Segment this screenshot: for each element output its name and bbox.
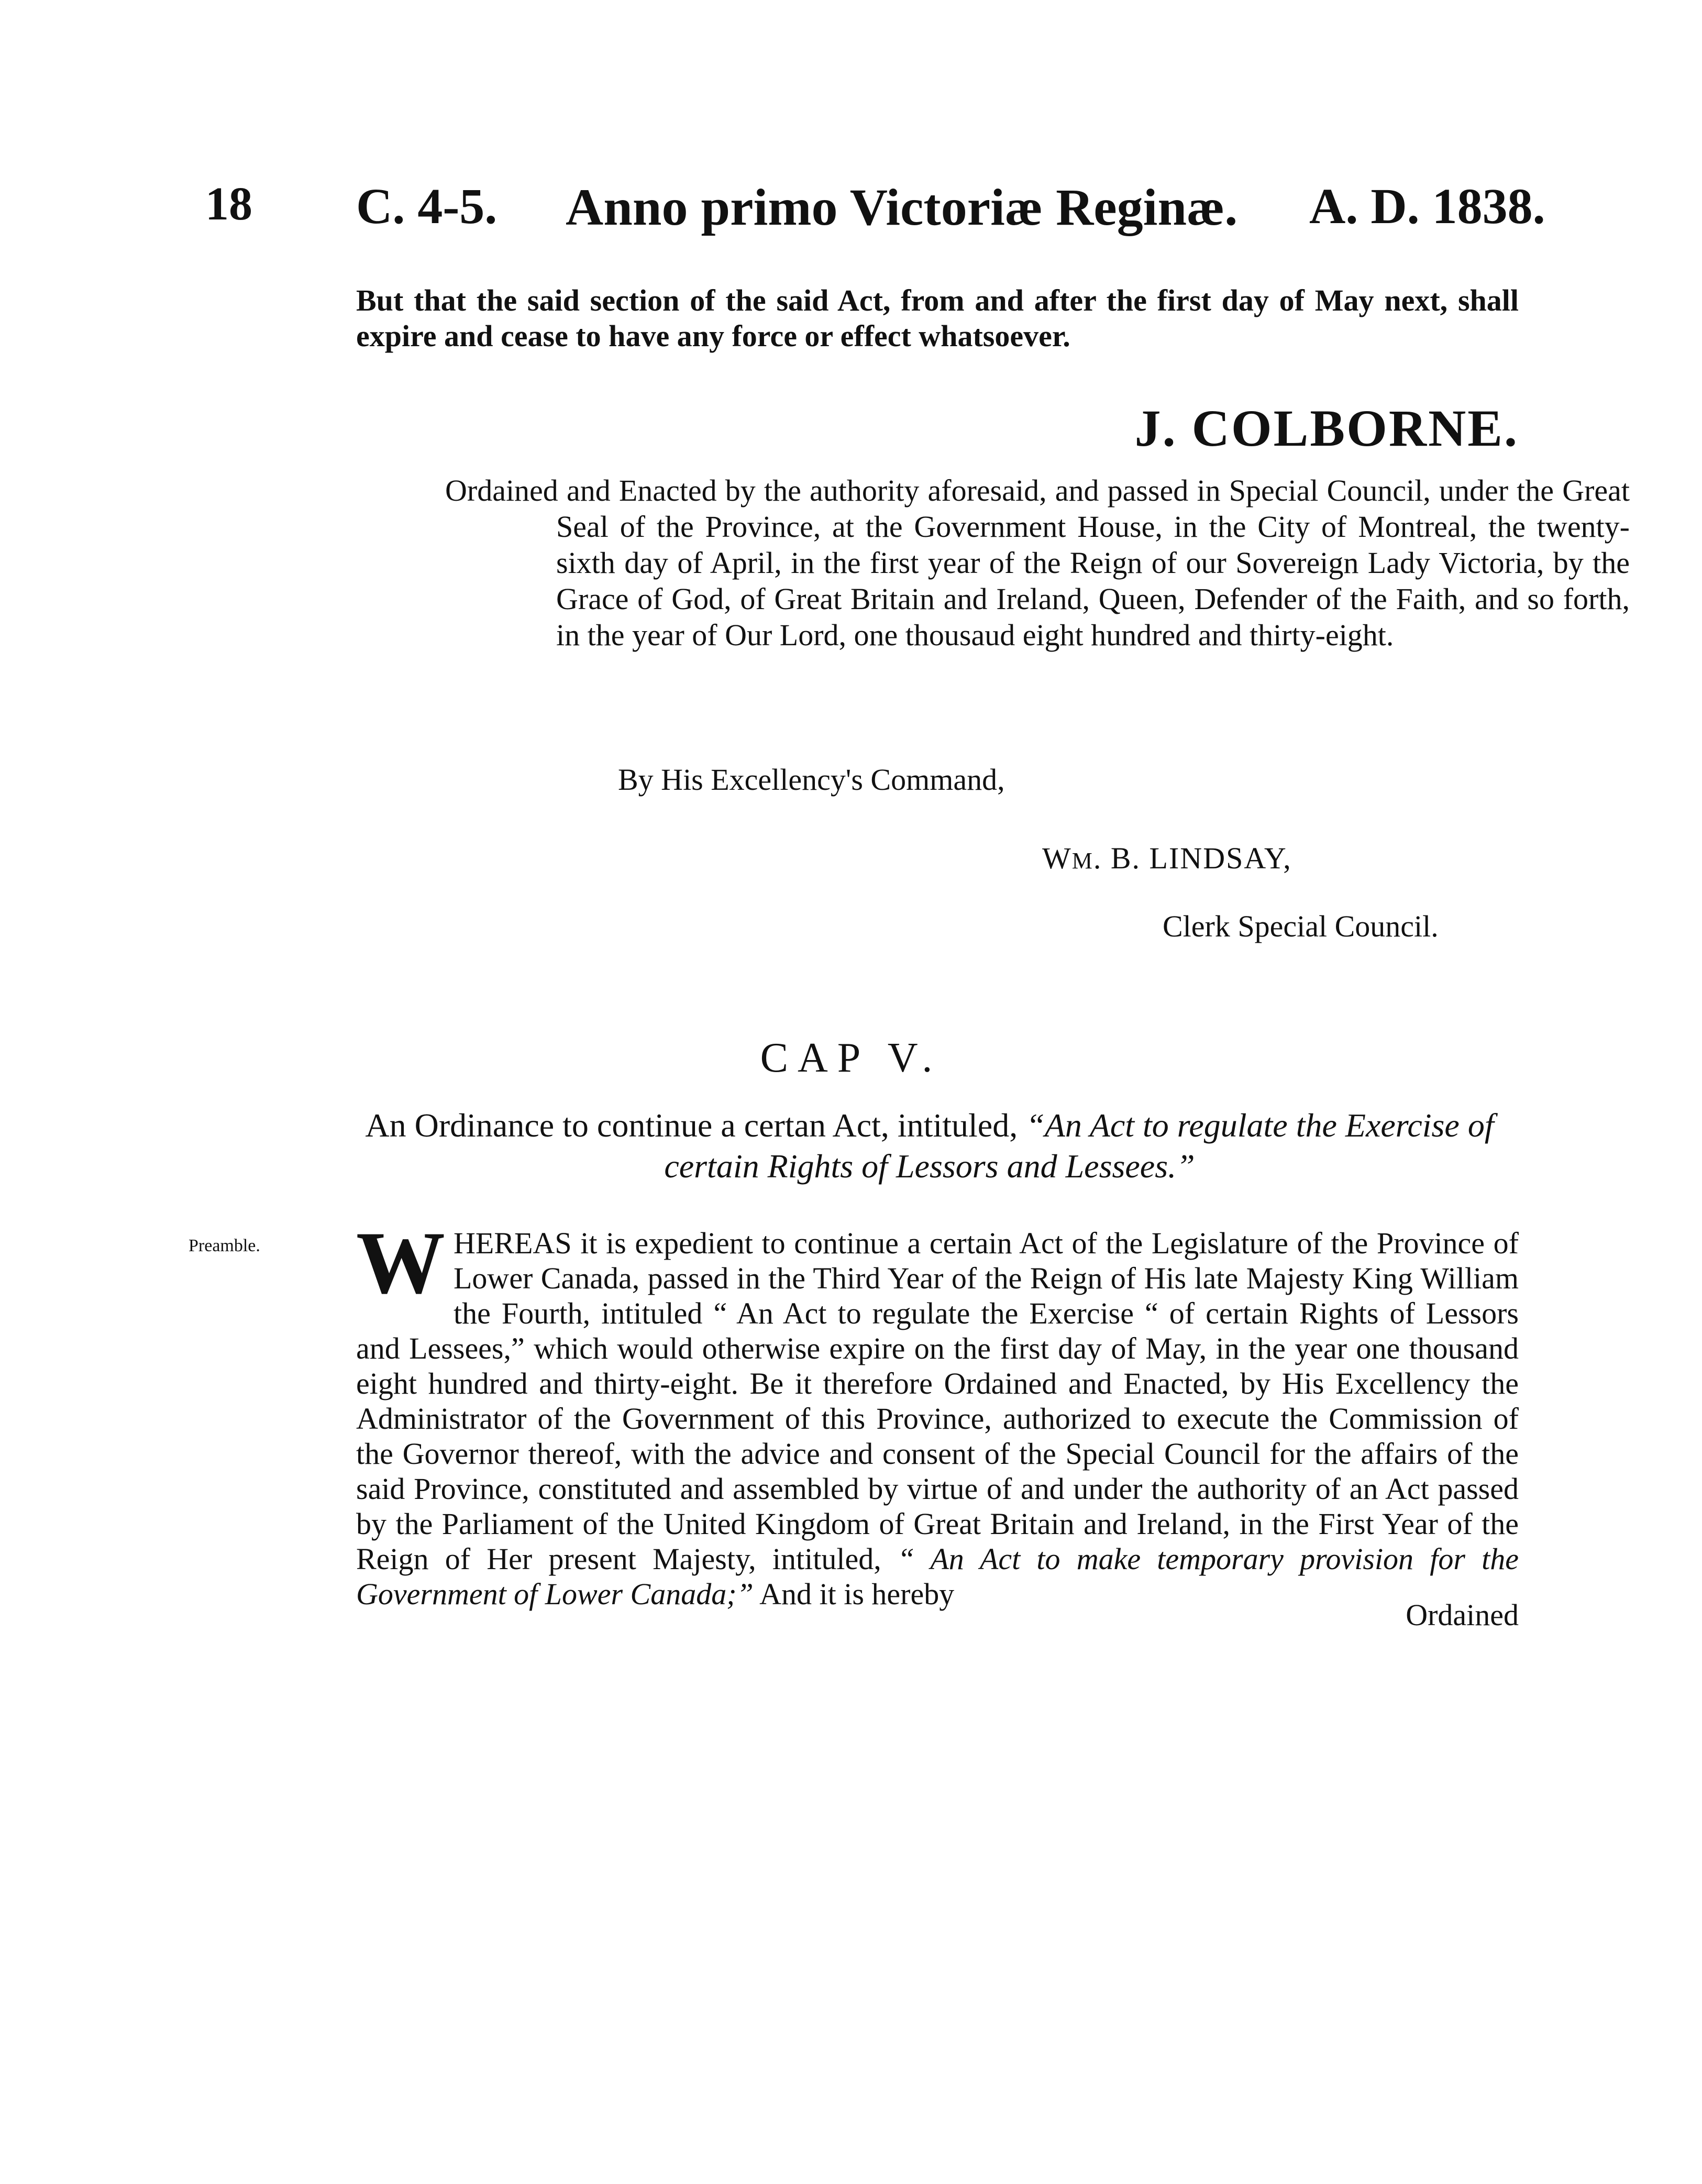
- running-title: Anno primo Victoriæ Reginæ.: [566, 178, 1238, 236]
- ordained-clause: Ordained and Enacted by the authority aforesaid, and passed in Special Council, under the Great Seal of the Province, at the Government House, in the City of Montreal, the twenty-sixth day of April, in the first year of the Reign of our Sovereign Lady Victoria, by the Grace of God, of Great Britain and Ireland, Queen, Defender of the Faith, and so forth, in the year of Our Lord, one thousaud eight hundred and thirty-eight.: [445, 473, 1630, 652]
- clerk-title: Clerk Special Council.: [1163, 909, 1439, 943]
- running-header: [0, 177, 1702, 240]
- chapter-reference: C. 4-5.: [356, 178, 498, 234]
- signature-name: J. COLBORNE.: [1134, 399, 1519, 457]
- ordinance-title-italic: “An Act to regulate the Exercise of certain Rights of Lessors and Lessees.”: [664, 1107, 1494, 1185]
- preamble-text-italic: “ An Act to make temporary provision for the Government of Lower Canada;”: [356, 1542, 1519, 1611]
- preamble-text-2: And it is hereby: [753, 1577, 955, 1611]
- drop-cap: W: [356, 1214, 445, 1312]
- continuation-paragraph: But that the said section of the said Act, from and after the first day of May next, shall expire and cease to have any force or effect whatsoever.: [356, 283, 1519, 353]
- clerk-name: [1042, 841, 1292, 876]
- catchword: Ordained: [1406, 1598, 1519, 1632]
- clerk-name-initial: W: [1042, 841, 1072, 875]
- page-number: 18: [205, 178, 252, 230]
- chapter-heading: CAP V.: [760, 1035, 942, 1081]
- clerk-name-small: M: [1071, 848, 1093, 874]
- ordinance-title: [343, 1105, 1516, 1187]
- header-year: A. D. 1838.: [1309, 178, 1545, 234]
- margin-note-preamble: Preamble.: [189, 1236, 260, 1255]
- preamble-paragraph: [356, 1214, 1519, 1612]
- command-line: By His Excellency's Command,: [618, 763, 1005, 797]
- clerk-name-rest: . B. LINDSAY,: [1093, 841, 1292, 875]
- preamble-text-1: HEREAS it is expedient to continue a certain Act of the Legislature of the Province of Lower Canada, passed in the Third Year of the Reign of His late Majesty King William the Fourth, intituled “ An Act to regulate the Exercise “ of certain Rights of Lessors and Lessees,” which would otherwise expire on the first day of May, in the year one thousand eight hundred and thirty-eight. Be it therefore Ordained and Enacted, by His Excellency the Administrator of the Government of this Province, authorized to execute the Commission of the Governor thereof, with the advice and consent of the Special Council for the affairs of the said Province, constituted and assembled by virtue of and under the authority of an Act passed by the Parliament of the United Kingdom of Great Britain and Ireland, in the First Year of the Reign of Her present Majesty, intituled,: [356, 1226, 1519, 1576]
- ordinance-title-prefix: An Ordinance to continue a certan Act, intituled,: [365, 1107, 1026, 1144]
